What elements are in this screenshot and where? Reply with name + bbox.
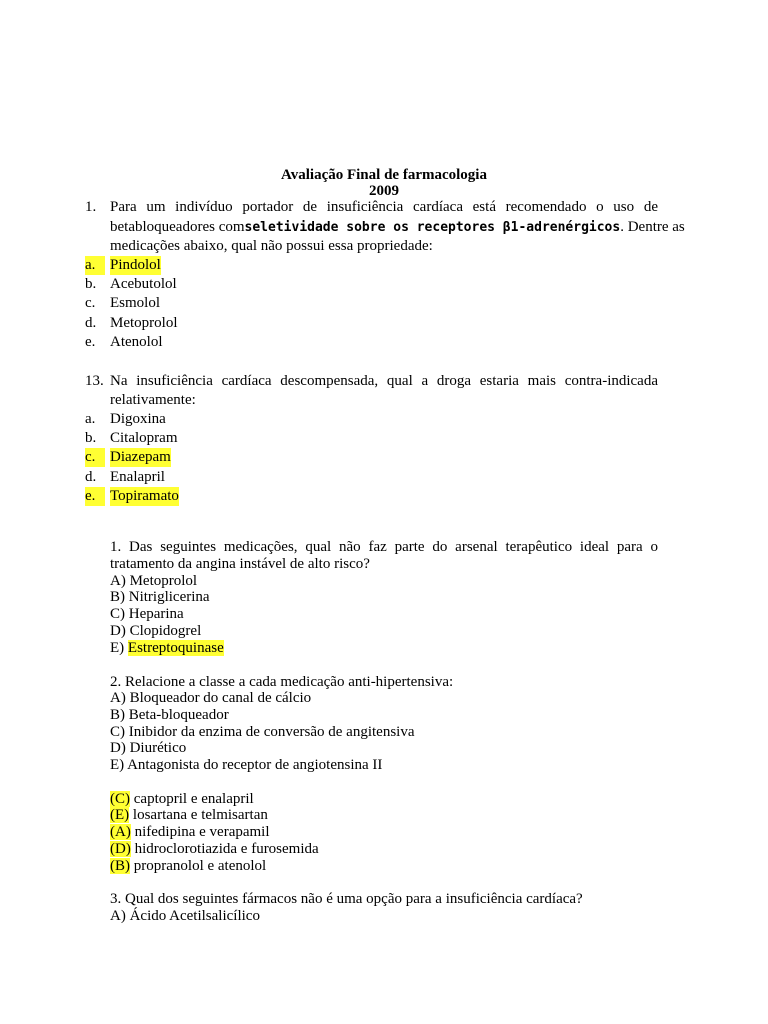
q1-line-3: medicações abaixo, qual não possui essa propriedade:	[110, 238, 433, 254]
qb-answer-text: hidroclorotiazida e furosemida	[130, 841, 319, 857]
q1-text-2-post: . Dentre as	[620, 219, 685, 235]
qa-option-letter: E)	[110, 640, 128, 656]
qa-option-last	[110, 640, 658, 657]
q1-option-text: Acebutolol	[110, 276, 177, 292]
qa-line-1: 1. Das seguintes medicações, qual não faz parte do arsenal terapêutico ideal para o	[110, 539, 658, 555]
document-title: Avaliação Final de farmacologia	[281, 167, 487, 183]
q1-line-2	[110, 218, 685, 237]
qb-answer-text: losartana e telmisartan	[129, 807, 268, 823]
q13-line-2: relativamente:	[110, 392, 196, 408]
q1-option-text: Pindolol	[110, 257, 161, 273]
q13-option-letter: b.	[85, 430, 97, 446]
q13-option-text: Topiramato	[110, 488, 179, 504]
q1-option-letter: e.	[85, 334, 96, 350]
qa-line-2: tratamento da angina instável de alto risco?	[110, 556, 370, 572]
qb-answer-key: (C)	[110, 791, 130, 807]
qa-option: B) Nitriglicerina	[110, 589, 210, 605]
q13-option-letter: e.	[85, 487, 105, 506]
q13-option-letter: c.	[85, 448, 105, 467]
q1-option-letter: c.	[85, 295, 96, 311]
q1-option-text: Metoprolol	[110, 315, 178, 331]
q13-option-text: Diazepam	[110, 449, 171, 465]
q13-text-1: Na insuficiência cardíaca descompensada, qual a droga estaria mais contra-indicada	[110, 373, 658, 389]
qb-class: A) Bloqueador do canal de cálcio	[110, 690, 312, 706]
qb-answer-key: (B)	[110, 858, 130, 874]
qb-answer-key: (A)	[110, 824, 131, 840]
q1-option-letter: a.	[85, 256, 105, 275]
q13-option-letter: a.	[85, 411, 96, 427]
qa-option: C) Heparina	[110, 606, 184, 622]
qb-answer	[110, 807, 658, 824]
qb-answer	[110, 824, 658, 841]
q1-number: 1.	[85, 199, 97, 215]
qb-class: E) Antagonista do receptor de angiotensina II	[110, 757, 383, 773]
qb-answer-text: captopril e enalapril	[130, 791, 254, 807]
q1-option-letter: d.	[85, 315, 97, 331]
qb-class: D) Diurético	[110, 740, 187, 756]
qb-answer-key: (E)	[110, 807, 130, 823]
q1-option-text: Atenolol	[110, 334, 163, 350]
qb-answer-text: nifedipina e verapamil	[130, 824, 270, 840]
qb-answer	[110, 858, 658, 875]
q1-option-letter: b.	[85, 276, 97, 292]
q13-option-letter: d.	[85, 469, 97, 485]
q1-option-text: Esmolol	[110, 295, 161, 311]
qa-option: A) Metoprolol	[110, 573, 198, 589]
qb-line-1: 2. Relacione a classe a cada medicação anti-hipertensiva:	[110, 674, 454, 690]
qb-class: B) Beta-bloqueador	[110, 707, 229, 723]
qa-option-answer: Estreptoquinase	[127, 640, 224, 656]
qb-answer	[110, 841, 658, 858]
qb-answer	[110, 791, 658, 808]
q1-text-2-emphasis: seletividade sobre os receptores β1-adrenérgicos	[244, 220, 621, 235]
document-year: 2009	[369, 183, 399, 199]
qb-answer-key: (D)	[110, 841, 131, 857]
qa-option: D) Clopidogrel	[110, 623, 202, 639]
q13-number: 13.	[85, 373, 104, 389]
q1-text-1: Para um indivíduo portador de insuficiência cardíaca está recomendado o uso de	[110, 199, 658, 215]
qc-option: A) Ácido Acetilsalicílico	[110, 908, 260, 924]
q13-option-text: Citalopram	[110, 430, 178, 446]
qb-class: C) Inibidor da enzima de conversão de angitensiva	[110, 724, 415, 740]
q1-text-2-pre: betabloqueadores com	[110, 219, 245, 235]
qc-line-1: 3. Qual dos seguintes fármacos não é uma opção para a insuficiência cardíaca?	[110, 891, 583, 907]
qb-answer-text: propranolol e atenolol	[130, 858, 267, 874]
q13-option-text: Digoxina	[110, 411, 166, 427]
q13-option-text: Enalapril	[110, 469, 165, 485]
